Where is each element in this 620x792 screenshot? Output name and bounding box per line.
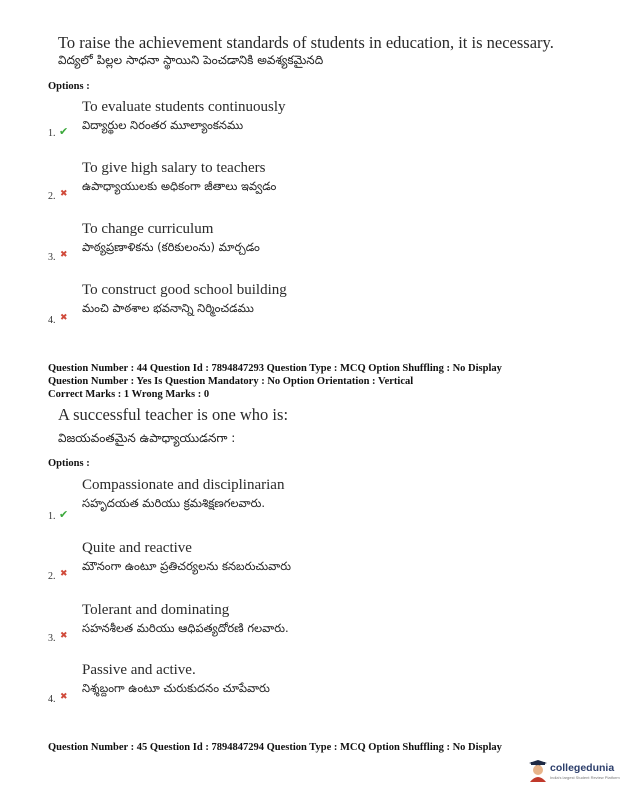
option-number: 3. [48, 252, 56, 263]
question-meta: Correct Marks : 1 Wrong Marks : 0 [48, 389, 210, 400]
option-text-en: To evaluate students continuously [82, 99, 286, 115]
wrong-cross-icon: ✖ [60, 692, 68, 702]
option-text-en: Passive and active. [82, 662, 196, 678]
wrong-cross-icon: ✖ [60, 569, 68, 579]
option-number: 1. [48, 128, 56, 139]
options-label: Options : [48, 458, 90, 469]
option-text-te: ఉపాధ్యాయులకు అధికంగా జీతాలు ఇవ్వడం [82, 179, 277, 193]
question-text-en: To raise the achievement standards of students in education, it is necessary. [58, 33, 554, 52]
wrong-cross-icon: ✖ [60, 313, 68, 323]
question-text-en: A successful teacher is one who is: [58, 405, 289, 424]
option-text-en: Quite and reactive [82, 540, 192, 556]
question-meta: Question Number : 45 Question Id : 7894847294 Question Type : MCQ Option Shuffling : No Display [48, 742, 502, 753]
option-text-te: సహృదయత మరియు క్రమశిక్షణగలవారు. [82, 496, 266, 510]
graduate-avatar-icon [528, 760, 548, 782]
question-meta: Question Number : Yes Is Question Mandatory : No Option Orientation : Vertical [48, 376, 414, 387]
option-text-te: పాఠ్యప్రణాళికను (కరికులంను) మార్చడం [82, 240, 260, 254]
correct-check-icon: ✔ [59, 125, 69, 138]
option-text-en: To construct good school building [82, 282, 287, 298]
option-text-en: Tolerant and dominating [82, 602, 230, 618]
option-text-te: నిశ్శబ్దంగా ఉంటూ చురుకుదనం చూపేవారు [82, 681, 270, 695]
correct-check-icon: ✔ [59, 508, 69, 521]
option-number: 4. [48, 315, 56, 326]
option-text-en: To give high salary to teachers [82, 160, 266, 176]
wrong-cross-icon: ✖ [60, 631, 68, 641]
option-number: 2. [48, 571, 56, 582]
brand-logo [528, 760, 620, 786]
question-text-te: విద్యలో పిల్లల సాధనా స్థాయిని పెంచడానికి అవశ్యకమైనది [58, 53, 324, 67]
question-text-te: విజయవంతమైన ఉపాధ్యాయుడనగా : [58, 431, 236, 445]
option-text-en: Compassionate and disciplinarian [82, 477, 285, 493]
option-text-te: సహనశీలత మరియు ఆధిపత్యదోరణి గలవారు. [82, 621, 289, 635]
option-text-te: మంచి పాఠశాల భవనాన్ని నిర్మించడము [82, 301, 254, 315]
option-number: 3. [48, 633, 56, 644]
wrong-cross-icon: ✖ [60, 189, 68, 199]
option-text-te: మౌనంగా ఉంటూ ప్రతిచర్యలను కనబరుచువారు [82, 559, 292, 573]
option-number: 1. [48, 511, 56, 522]
question-meta: Question Number : 44 Question Id : 7894847293 Question Type : MCQ Option Shuffling : No Display [48, 363, 502, 374]
option-text-te: విద్యార్థుల నిరంతర మూల్యాంకనము [82, 118, 244, 132]
brand-name: collegedunia [550, 762, 615, 774]
brand-tagline: India's largest Student Review Platform [550, 775, 620, 780]
option-number: 4. [48, 694, 56, 705]
wrong-cross-icon: ✖ [60, 250, 68, 260]
options-label: Options : [48, 81, 90, 92]
option-text-en: To change curriculum [82, 221, 214, 237]
option-number: 2. [48, 191, 56, 202]
